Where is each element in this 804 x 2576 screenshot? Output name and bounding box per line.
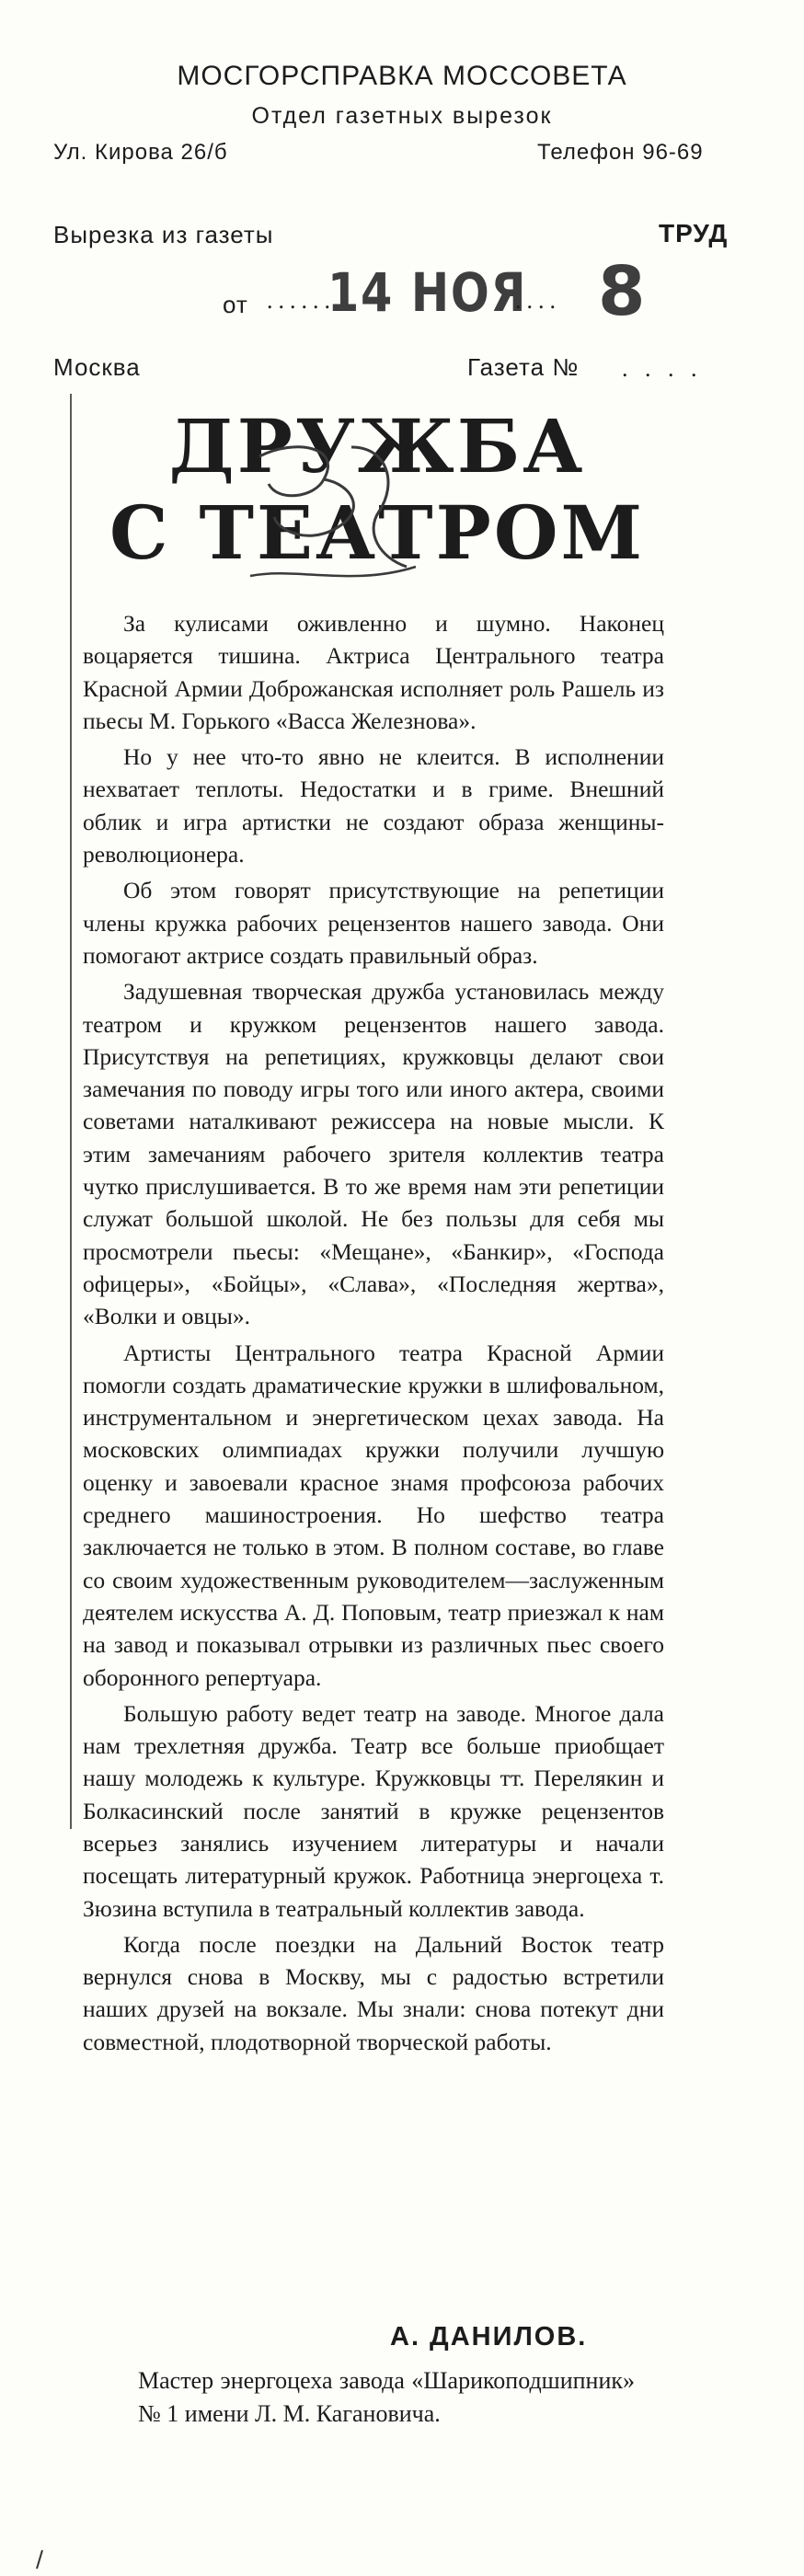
city-label: Москва [53, 353, 141, 381]
headline-line2: С ТЕАТРОМ [109, 489, 646, 576]
agency-phone: Телефон 96-69 [537, 140, 704, 165]
date-stamp: 14 НОЯ [327, 261, 528, 324]
agency-name: МОСГОРСПРАВКА МОССОВЕТА [177, 61, 627, 91]
handwritten-number-mark [241, 429, 425, 604]
issue-dots: . . . . [622, 355, 703, 382]
date-dots-2: .... [515, 287, 561, 314]
year-stamp: 8 [598, 252, 648, 331]
agency-department: Отдел газетных вырезок [251, 103, 553, 129]
issue-label: Газета № [467, 353, 580, 381]
author-title: Мастер энергоцеха завода «Шарикоподшипник» № 1 имени Л. М. Кагановича. [138, 2367, 635, 2427]
article-paragraph: Когда после поездки на Дальний Восток театр вернулся снова в Москву, мы с радостью встретили наших друзей на вокзале. Мы знали: снова потекут дни совместной, плодотворной творческой работы. [83, 1930, 664, 2055]
article-paragraph: Но у нее что-то явно не клеится. В исполнении нехватает теплоты. Недостатки и в гриме. Внешний облик и игра артистки не создают образа женщины-революционера. [83, 743, 664, 868]
headline-line1: ДРУЖБА [168, 403, 586, 489]
clipping-from-label: Вырезка из газеты [53, 221, 274, 248]
article-paragraph: Большую работу ведет театр на заводе. Многое дала нам трехлетняя дружба. Театр все больше приобщает нашу молодежь к культуре. Кружковцы тт. Перелякин и Болкасинский после занятий в кружке рецензентов всерьез занялись изучением литературы и начали посещать литературный кружок. Работница энергоцеха т. Зюзина вступила в театральный коллектив завода. [83, 1699, 664, 1922]
edge-mark [33, 2548, 46, 2570]
article-paragraph: Задушевная творческая дружба установилась между театром и кружком рецензентов нашего завода. Присутствуя на репетициях, кружковцы делают свои замечания по поводу игры того или иного актера, своими советами наталкивают режиссера на новые мысли. К этим замечаниям рабочего зрителя коллектив театра чутко прислушивается. В то же время нам эти репетиции служат большой школой. Не без пользы для себя мы просмотрели пьесы: «Мещане», «Банкир», «Господа офицеры», «Бойцы», «Слава», «Последняя жертва», «Волки и овцы». [83, 978, 664, 1330]
author-signature: А. ДАНИЛОВ. [390, 2322, 588, 2352]
date-prefix: от [223, 291, 248, 318]
column-rule [70, 394, 72, 1829]
article-paragraph: За кулисами оживленно и шумно. Наконец воцаряется тишина. Актриса Центрального театра Красной Армии Доброжанская исполняет роль Рашель из пьесы М. Горького «Васса Железнова». [83, 610, 664, 734]
article-paragraph: Об этом говорят присутствующие на репетиции члены кружка рабочих рецензентов нашего завода. Они помогают актрисе создать правильный образ. [83, 877, 664, 969]
newspaper-name: ТРУД [659, 219, 729, 247]
date-dots: ...... [267, 287, 336, 314]
article-paragraph: Артисты Центрального театра Красной Армии помогли создать драматические кружки в шлифовальном, инструментальном и энергетическом цехах завода. На московских олимпиадах кружки получили лучшую оценку и завоевали красное знамя профсоюза рабочих среднего машиностроения. Но шефство театра заключается не только в этом. В полном составе, во главе со своим художественным руководителем—заслуженным деятелем искусства А. Д. Поповым, театр приезжал к нам на завод и показывал отрывки из различных пьес своего оборонного репертуара. [83, 1339, 664, 1691]
agency-address: Ул. Кирова 26/б [53, 140, 228, 165]
article-body [83, 607, 664, 2062]
